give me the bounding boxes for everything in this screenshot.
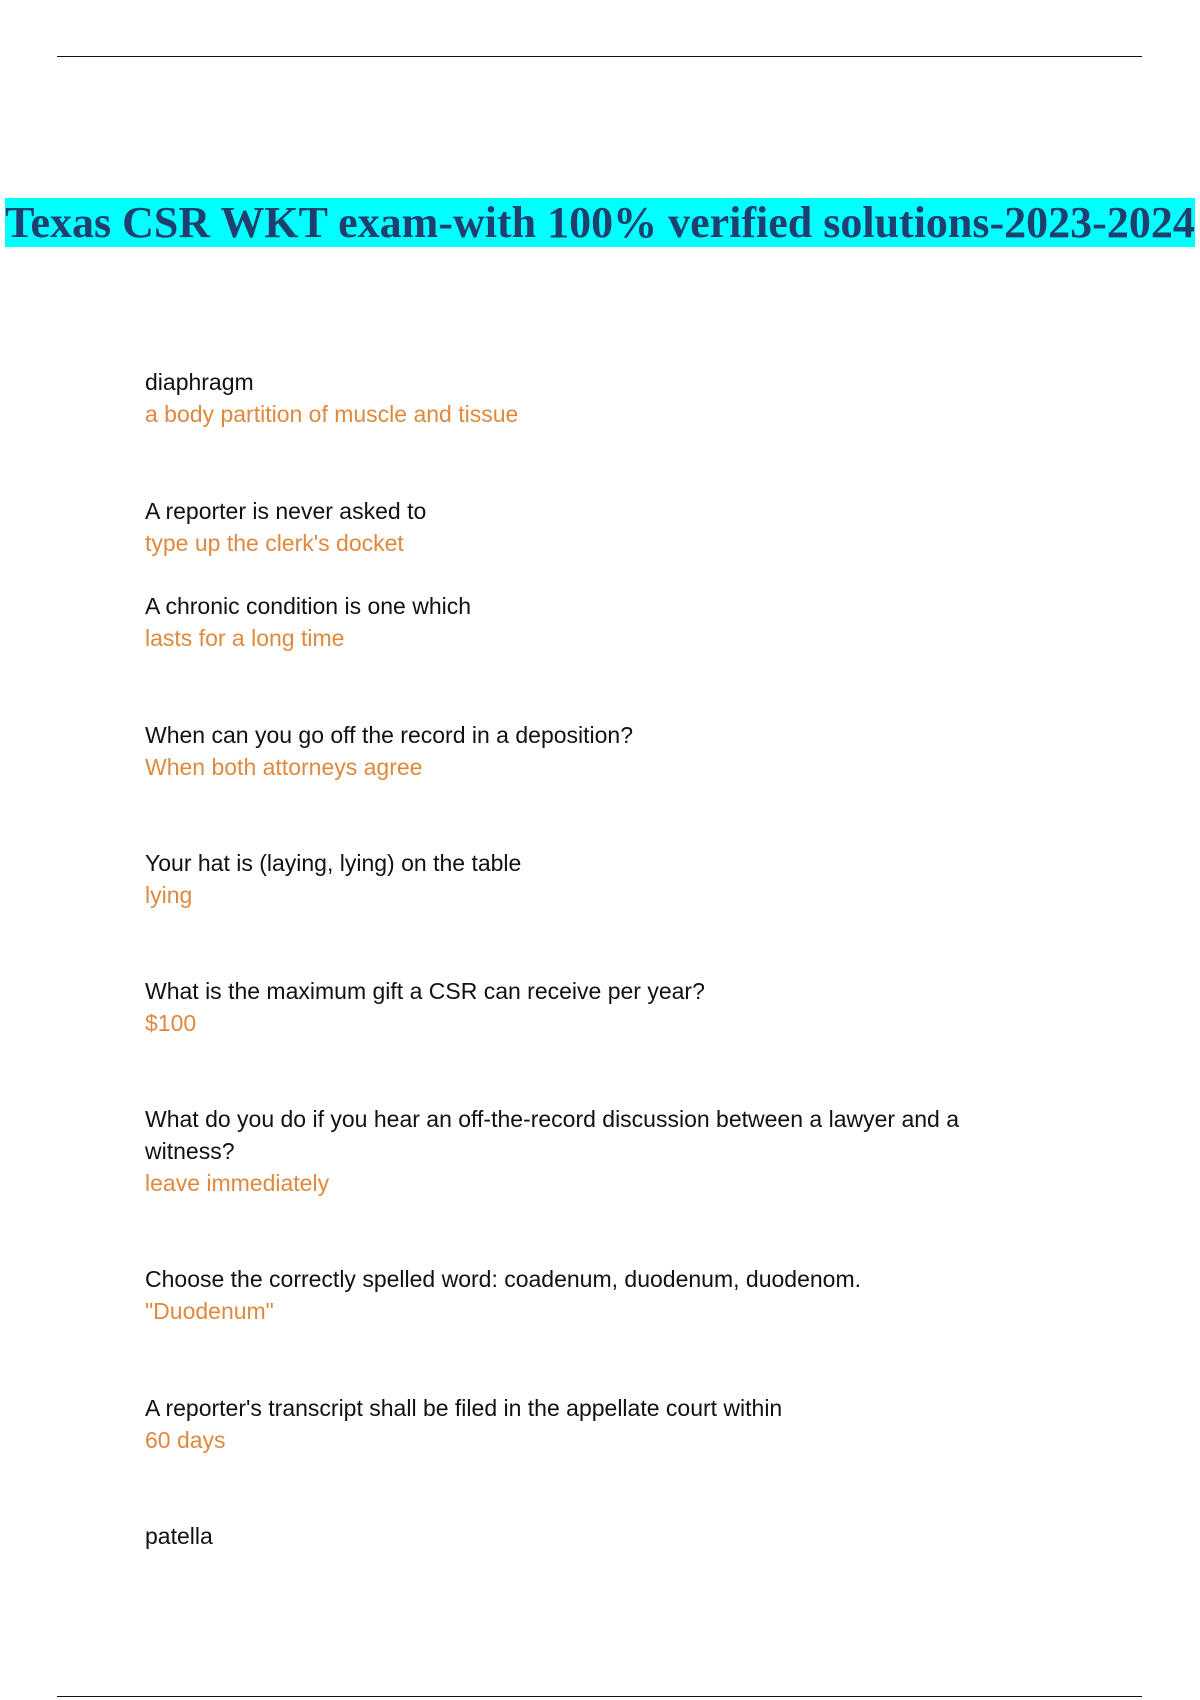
question-text: Choose the correctly spelled word: coadenum, duodenum, duodenom. [145,1266,861,1292]
qa-item [145,590,1045,654]
question-text: A reporter's transcript shall be filed in the appellate court within [145,1395,783,1421]
question-text: Your hat is (laying, lying) on the table [145,850,522,876]
qa-item [145,1263,1045,1327]
qa-item [145,719,1045,783]
title-block [0,198,1200,248]
answer-text: "Duodenum" [145,1298,274,1324]
qa-item [145,1520,1045,1552]
answer-text: lying [145,882,193,908]
question-text: diaphragm [145,369,254,395]
answer-text: a body partition of muscle and tissue [145,401,519,427]
qa-item [145,1103,1045,1199]
question-text: A chronic condition is one which [145,593,472,619]
question-text: When can you go off the record in a deposition? [145,722,634,748]
qa-item [145,1392,1045,1456]
answer-text: leave immediately [145,1170,330,1196]
answer-text: When both attorneys agree [145,754,423,780]
question-text: What is the maximum gift a CSR can receive per year? [145,978,705,1004]
bottom-rule [57,1696,1142,1697]
qa-item [145,975,1045,1039]
question-text: What do you do if you hear an off-the-record discussion between a lawyer and a witness? [145,1106,959,1164]
answer-text: lasts for a long time [145,625,345,651]
question-text: A reporter is never asked to [145,498,427,524]
qa-item [145,366,1045,430]
document-title: Texas CSR WKT exam-with 100% verified solutions-2023-2024 [5,198,1195,247]
top-rule [57,56,1142,57]
answer-text: $100 [145,1010,197,1036]
question-text: patella [145,1523,213,1549]
answer-text: 60 days [145,1427,226,1453]
qa-item [145,847,1045,911]
qa-item [145,495,1045,559]
answer-text: type up the clerk's docket [145,530,404,556]
